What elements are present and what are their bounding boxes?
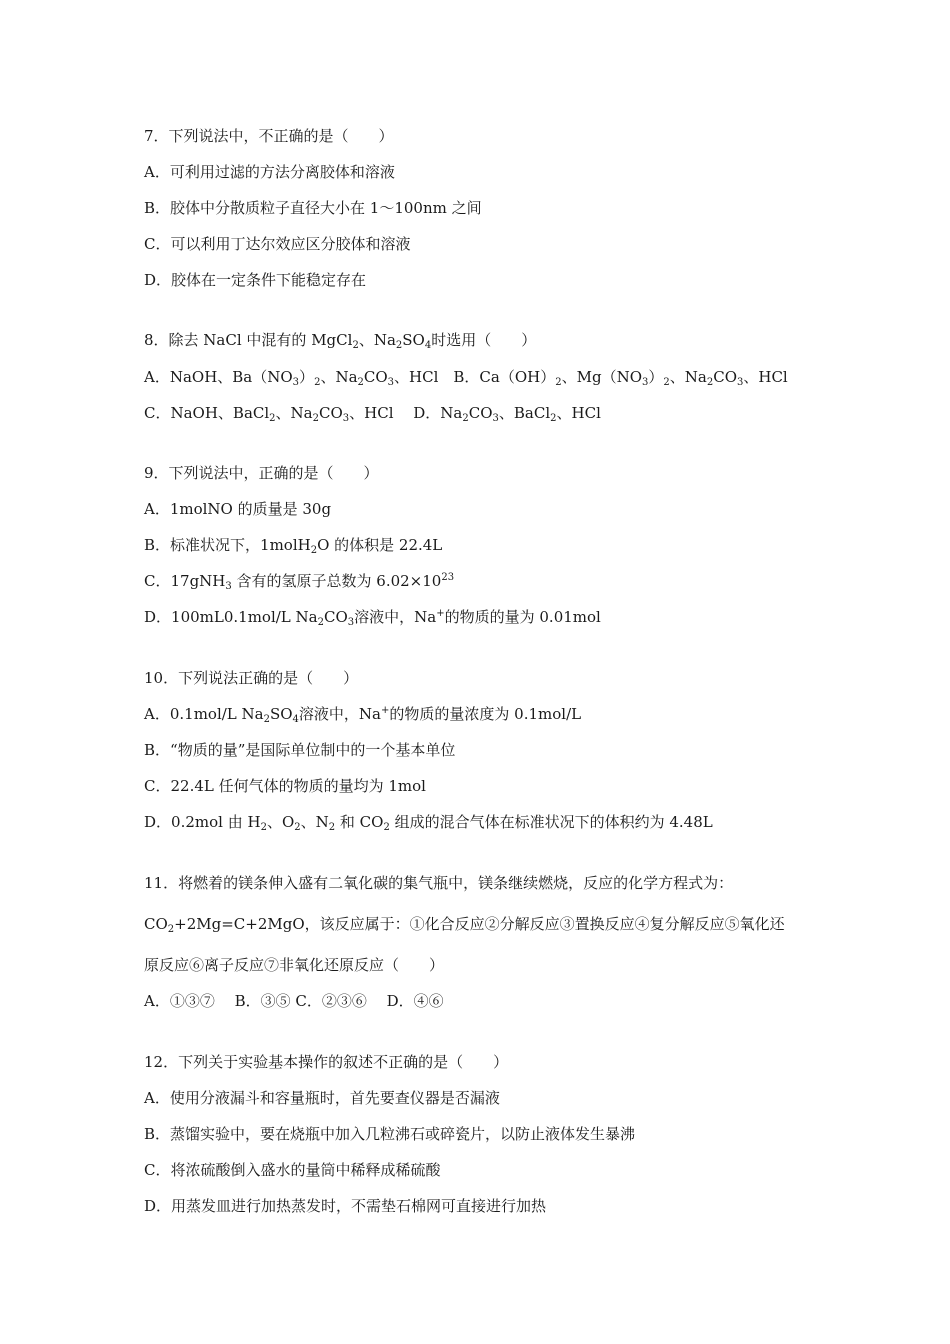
- q9-stem: 9．下列说法中，正确的是（ ）: [144, 464, 379, 482]
- q12-option-a: A．使用分液漏斗和容量瓶时，首先要查仪器是否漏液: [144, 1089, 500, 1107]
- q12-option-b: B．蒸馏实验中，要在烧瓶中加入几粒沸石或碎瓷片，以防止液体发生暴沸: [144, 1125, 636, 1143]
- q10-option-a: A．0.1mol/L $Na_2SO_4$溶液中，Na+的物质的量浓度为 0.1mol/L: [144, 705, 582, 725]
- q8-stem-text: 8．除去 NaCl 中混有的 MgCl: [144, 331, 353, 349]
- q8-options-ab: A．NaOH、$Ba(NO_3)_2$、$Na_2CO_3$、HCl B．$Ca(OH)_2$、$Mg(NO_3)_2$、$Na_2CO_3$、HCl: [144, 368, 788, 388]
- q8-stem: 8．除去 NaCl 中混有的 MgCl$_2$、$Na_2SO_4$时选用（ ）: [144, 331, 537, 351]
- q9-option-text: D．100mL0.1mol/L Na: [144, 608, 318, 626]
- q8-option-text: 、BaCl: [498, 404, 551, 422]
- q8-option-text: 、HCl B．Ca（OH）: [394, 368, 556, 386]
- q11-stem-text: +2Mg=C+2MgO，该反应属于：①化合反应②分解反应③置换反应④复分解反应⑤氧化还: [174, 915, 785, 933]
- q8-option-text: 、HCl: [743, 368, 788, 386]
- q12-option-d: D．用蒸发皿进行加热蒸发时，不需垫石棉网可直接进行加热: [144, 1197, 547, 1215]
- q7-option-c: C．可以利用丁达尔效应区分胶体和溶液: [144, 235, 411, 253]
- q10-option-text: D．0.2mol 由 H: [144, 813, 261, 831]
- q8-option-text: CO: [319, 404, 343, 422]
- q9-option-d: D．100mL0.1mol/L $Na_2CO_3$溶液中，Na+的物质的量为 0.01mol: [144, 608, 601, 628]
- q9-option-text: 含有的氢原子总数为 6.02×10: [231, 572, 442, 590]
- q10-option-c: C．22.4L 任何气体的物质的量均为 1mol: [144, 777, 426, 795]
- q7-option-d: D．胶体在一定条件下能稳定存在: [144, 271, 367, 289]
- q11-options: A．①③⑦ B．③⑤ C．②③⑥ D．④⑥: [144, 992, 444, 1010]
- q8-stem-text: SO: [402, 331, 425, 349]
- q11-stem-line3: 原反应⑥离子反应⑦非氧化还原反应（ ）: [144, 956, 445, 974]
- q11-stem-line1: 11．将燃着的镁条伸入盛有二氧化碳的集气瓶中，镁条继续燃烧，反应的化学方程式为：: [144, 874, 734, 892]
- q9-option-text: O 的体积是 22.4L: [317, 536, 443, 554]
- q8-option-text: A．NaOH、Ba（NO: [144, 368, 293, 386]
- q8-option-text: CO: [468, 404, 493, 422]
- q7-stem: 7．下列说法中，不正确的是（ ）: [144, 127, 394, 145]
- q9-option-text: 的物质的量为 0.01mol: [444, 608, 601, 626]
- q9-option-text: C．17gNH: [144, 572, 226, 590]
- q10-option-text: 溶液中，Na: [298, 705, 381, 723]
- q10-option-d: D．0.2mol 由 $H_2$、$O_2$、$N_2$ 和 $CO_2$ 组成的混合气体在标准状况下的体积约为 4.48L: [144, 813, 713, 833]
- q8-stem-text: 、Na: [358, 331, 396, 349]
- q9-option-b: B．标准状况下，1molH$_2$O 的体积是 22.4L: [144, 536, 443, 556]
- q8-option-text: CO: [363, 368, 388, 386]
- q10-option-text: A．0.1mol/L Na: [144, 705, 264, 723]
- q10-stem: 10．下列说法正确的是（ ）: [144, 669, 359, 687]
- q8-option-text: 、Na: [320, 368, 358, 386]
- q8-option-text: C．NaOH、BaCl: [144, 404, 270, 422]
- q10-option-text: 、N: [300, 813, 329, 831]
- q8-option-text: ）: [299, 368, 315, 386]
- q8-options-cd: C．NaOH、BaCl$_2$、$Na_2CO_3$、HCl D．$Na_2CO_3$、BaCl$_2$、HCl: [144, 404, 601, 424]
- q8-option-text: 、Na: [275, 404, 313, 422]
- q8-option-text: CO: [713, 368, 737, 386]
- q7-option-a: A．可利用过滤的方法分离胶体和溶液: [144, 163, 395, 181]
- q9-exponent: 23: [441, 572, 455, 583]
- q12-stem: 12．下列关于实验基本操作的叙述不正确的是（ ）: [144, 1053, 509, 1071]
- q9-option-text: 溶液中，Na: [354, 608, 437, 626]
- q9-option-text: CO: [323, 608, 348, 626]
- q8-option-text: 、HCl D．Na: [349, 404, 463, 422]
- q10-option-text: SO: [269, 705, 293, 723]
- q12-option-c: C．将浓硫酸倒入盛水的量筒中稀释成稀硫酸: [144, 1161, 441, 1179]
- q7-option-b: B．胶体中分散质粒子直径大小在 1～100nm 之间: [144, 199, 482, 217]
- q9-option-a: A．1molNO 的质量是 30g: [144, 500, 332, 518]
- q8-stem-text: 时选用（ ）: [431, 331, 537, 349]
- q8-option-text: ）: [648, 368, 664, 386]
- q8-option-text: 、Mg（NO: [561, 368, 642, 386]
- q10-option-text: 和 CO: [335, 813, 384, 831]
- q9-option-text: B．标准状况下，1molH: [144, 536, 311, 554]
- q10-option-text: 组成的混合气体在标准状况下的体积约为 4.48L: [389, 813, 713, 831]
- q9-option-c: C．17gNH$_3$ 含有的氢原子总数为 $6.02\times 10^{23}$: [144, 572, 455, 592]
- q8-option-text: 、Na: [669, 368, 707, 386]
- q10-option-text: 、O: [266, 813, 295, 831]
- q10-option-text: 的物质的量浓度为 0.1mol/L: [389, 705, 582, 723]
- q11-stem-line2: $CO_2+2Mg=C+2MgO$，该反应属于：①化合反应②分解反应③置换反应④复分解反应⑤氧化还: [144, 915, 785, 935]
- q8-option-text: 、HCl: [556, 404, 601, 422]
- q11-stem-text: CO: [144, 915, 168, 933]
- q10-option-b: B．“物质的量”是国际单位制中的一个基本单位: [144, 741, 456, 759]
